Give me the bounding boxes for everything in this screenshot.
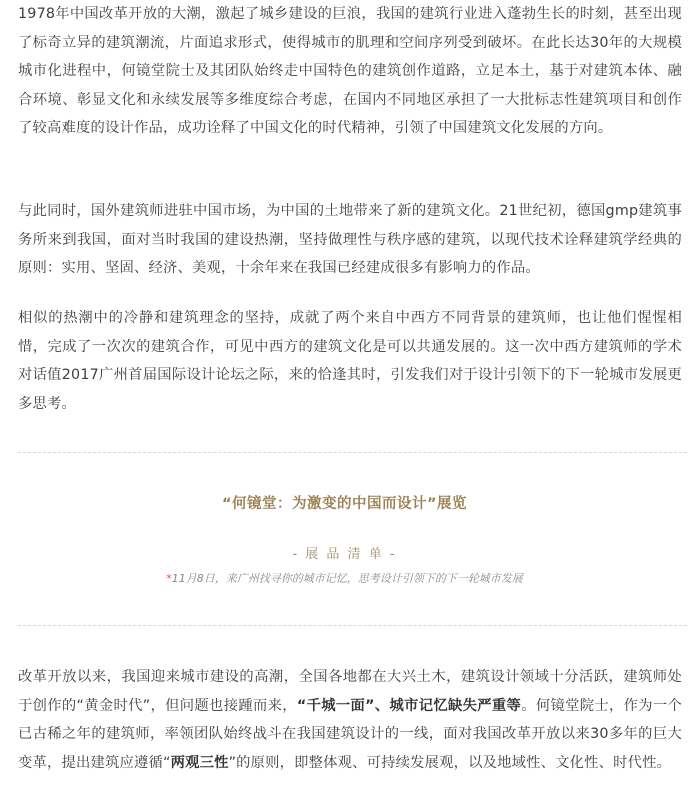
paragraph-reform-text-c: 。何镜堂院士，作为一个已古稀之年的建筑师，率领团队始终战斗在我国建筑设计的一线，面对我国改革开放以来30多年的巨大变革，提出建筑应遵循“ xyxy=(18,697,683,771)
exhibit-list-heading: - 展 品 清 单 - xyxy=(292,547,397,562)
exhibition-note xyxy=(0,570,689,586)
bold-phrase-memory-loss: 城市记忆缺失严重等 xyxy=(389,697,522,714)
paragraph-reform-text-a: 改革开放以来，我国迎来城市建设的高潮，全国各地都在大兴土木，建筑设计领域十分活跃，建筑师处于创作的“黄金时代”，但问题也接踵而来， xyxy=(18,669,682,714)
paragraph-reform-text-d: ”的原则，即整体观、可持续发展观，以及地域性、文化性、时代性。 xyxy=(228,754,672,771)
paragraph-gmp: 与此同时，国外建筑师进驻中国市场，为中国的土地带来了新的建筑文化。21世纪初，德国gmp建筑事务所来到我国，面对当时我国的建设热潮，坚持做理性与秩序感的建筑，以现代技术诠释建筑学经典的原则：实用、坚固、经济、美观，十余年来在我国已经建成很多有影响力的作品。 xyxy=(18,203,682,277)
note-star: * xyxy=(166,572,172,585)
bold-phrase-principles: 两观三性 xyxy=(170,754,229,771)
note-text: 11月8日，来广州找寻你的城市记忆，思考设计引领下的下一轮城市发展 xyxy=(171,572,523,585)
bold-separator: 、 xyxy=(374,697,390,714)
bold-phrase-thousand-cities: “千城一面” xyxy=(296,697,375,714)
exhibition-title: “何镜堂：为激变的中国而设计”展览 xyxy=(221,496,468,512)
section-divider-bottom xyxy=(18,625,687,626)
section-divider-top xyxy=(18,452,687,453)
paragraph-dialogue: 相似的热潮中的冷静和建筑理念的坚持，成就了两个来自中西方不同背景的建筑师，也让他们惺惺相惜，完成了一次次的建筑合作，可见中西方的建筑文化是可以共通发展的。这一次中西方建筑师的学术对话值2017广州首届国际设计论坛之际，来的恰逢其时，引发我们对于设计引领下的下一轮城市发展更多思考。 xyxy=(18,310,682,412)
paragraph-reform xyxy=(18,663,682,777)
paragraph-intro: 1978年中国改革开放的大潮，激起了城乡建设的巨浪，我国的建筑行业进入蓬勃生长的时刻，甚至出现了标奇立异的建筑潮流，片面追求形式，使得城市的肌理和空间序列受到破坏。在此长达30年的大规模城市化进程中，何镜堂院士及其团队始终走中国特色的建筑创作道路，立足本土，基于对建筑本体、融合环境、彰显文化和永续发展等多维度综合考虑，在国内不同地区承担了一大批标志性建筑项目和创作了较高难度的设计作品，成功诠释了中国文化的时代精神，引领了中国建筑文化发展的方向。 xyxy=(18,6,682,137)
